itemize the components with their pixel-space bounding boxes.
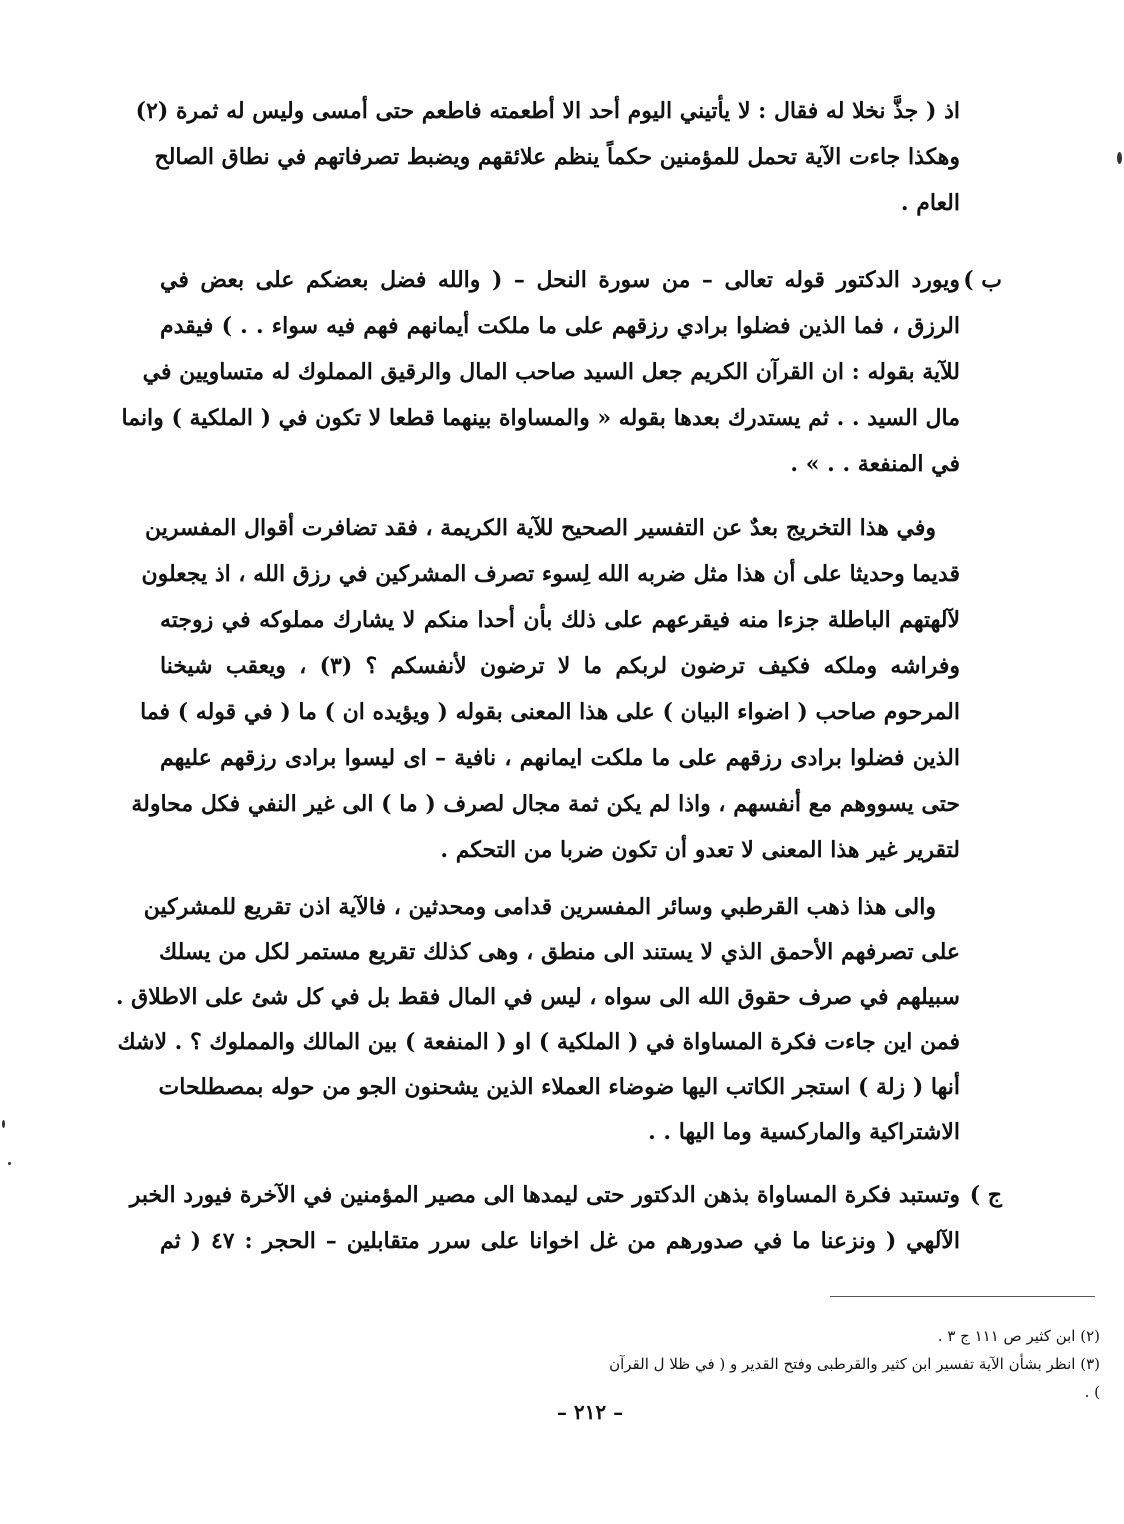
text-line: الآلهي ( ونزعنا ما في صدورهم من غل اخوانا على سرر متقابلين – الحجر : ٤٧ ( ثم <box>160 1228 960 1254</box>
text-line: على تصرفهم الأحمق الذي لا يستند الى منطق ، وهى كذلك تقريع مستمر لكل من يسلك <box>159 939 960 965</box>
text-line: مال السيد . . ثم يستدرك بعدها بقوله « والمساواة بينهما قطعا لا تكون في ( الملكية ) وانما <box>121 405 960 431</box>
text-line: في المنفعة . . » . <box>790 451 960 477</box>
text-line: فمن اين جاءت فكرة المساواة في ( الملكية ) او ( المنفعة ) بين المالك والمملوك ؟ . لاشك <box>117 1029 960 1055</box>
footnote-separator <box>830 1296 1095 1297</box>
text-line: وفي هذا التخريج بعدٌ عن التفسير الصحيح للآية الكريمة ، فقد تضافرت أقوال المفسرين <box>145 515 936 541</box>
paragraph-4 <box>115 885 960 1155</box>
text-line: سبيلهم في صرف حقوق الله الى سواه ، ليس في المال فقط بل في كل شئ على الاطلاق . <box>115 984 960 1010</box>
scan-speck <box>2 1120 5 1128</box>
text-line: وفراشه وملكه فكيف ترضون لربكم ما لا ترضون لأنفسكم ؟ (٣) ، ويعقب شيخنا <box>160 653 960 679</box>
text-line: وتستبد فكرة المساواة بذهن الدكتور حتى ليمدها الى مصير المؤمنين في الآخرة فيورد الخبر <box>129 1182 960 1208</box>
paragraph-3 <box>131 505 961 873</box>
text-line: اذ ( جذَّ نخلا له فقال : لا يأتيني اليوم أحد الا أطعمته فاطعم حتى أمسى وليس له ثمرة (٢) <box>135 98 960 124</box>
text-line: لآلهتهم الباطلة جزءا منه فيقرعهم على ذلك بأن أحدا منكم لا يشارك مملوكه في زوجته <box>160 607 960 633</box>
section-j-marker: ج ) <box>969 1182 1002 1208</box>
scan-speck <box>8 1162 11 1165</box>
text-line: وهكذا جاءت الآية تحمل للمؤمنين حكماً ينظم علائقهم ويضبط تصرفاتهم في نطاق الصالح <box>154 144 960 170</box>
text-line: المرحوم صاحب ( اضواء البيان ) على هذا المعنى بقوله ( ويؤيده ان ) ما ( في قوله ) فما <box>140 699 960 725</box>
section-j-paragraph <box>129 1172 960 1264</box>
text-line: الاشتراكية والماركسية وما اليها . . <box>648 1119 960 1145</box>
text-line: لتقرير غير هذا المعنى لا تعدو أن تكون ضربا من التحكم . <box>440 837 960 863</box>
text-line: العام . <box>900 190 960 216</box>
footnote-3: (٣) انظر بشأن الآية تفسير ابن كثير والقرطبى وفتح القدير و ( في ظلا ل القرآن ) . <box>609 1355 1100 1401</box>
text-line: للآية بقوله : ان القرآن الكريم جعل السيد صاحب المال والرقيق المملوك له متساويين في <box>142 359 960 385</box>
page-number: – ٢١٢ – <box>556 1400 624 1424</box>
section-b-paragraph <box>121 257 960 487</box>
text-line: الذين فضلوا برادى رزقهم على ما ملكت ايمانهم ، نافية – اى ليسوا برادى رزقهم عليهم <box>160 745 961 771</box>
text-line: ويورد الدكتور قوله تعالى – من سورة النحل – ( والله فضل بعضكم على بعض في <box>160 267 960 293</box>
text-line: أنها ( زلة ) استجر الكاتب اليها ضوضاء العملاء الذين يشحنون الجو من حوله بمصطلحات <box>158 1074 960 1100</box>
text-line: والى هذا ذهب القرطبي وسائر المفسرين قدامى ومحدثين ، فالآية اذن تقريع للمشركين <box>143 894 936 920</box>
footnote-2: (٢) ابن كثير ص ١١١ ج ٣ . <box>937 1327 1100 1345</box>
paragraph-1 <box>135 88 960 226</box>
scan-speck <box>1117 152 1122 164</box>
section-b-marker: ب ) <box>963 267 1002 293</box>
text-line: الرزق ، فما الذين فضلوا برادي رزقهم على ما ملكت أيمانهم فهم فيه سواء . . ) فيقدم <box>160 313 960 339</box>
text-line: قديما وحديثا على أن هذا مثل ضربه الله لِسوء تصرف المشركين في رزق الله ، اذ يجعلون <box>141 561 960 587</box>
footnotes <box>600 1322 1100 1406</box>
text-line: حتى يسووهم مع أنفسهم ، واذا لم يكن ثمة مجال لصرف ( ما ) الى غير النفي فكل محاولة <box>131 791 960 817</box>
